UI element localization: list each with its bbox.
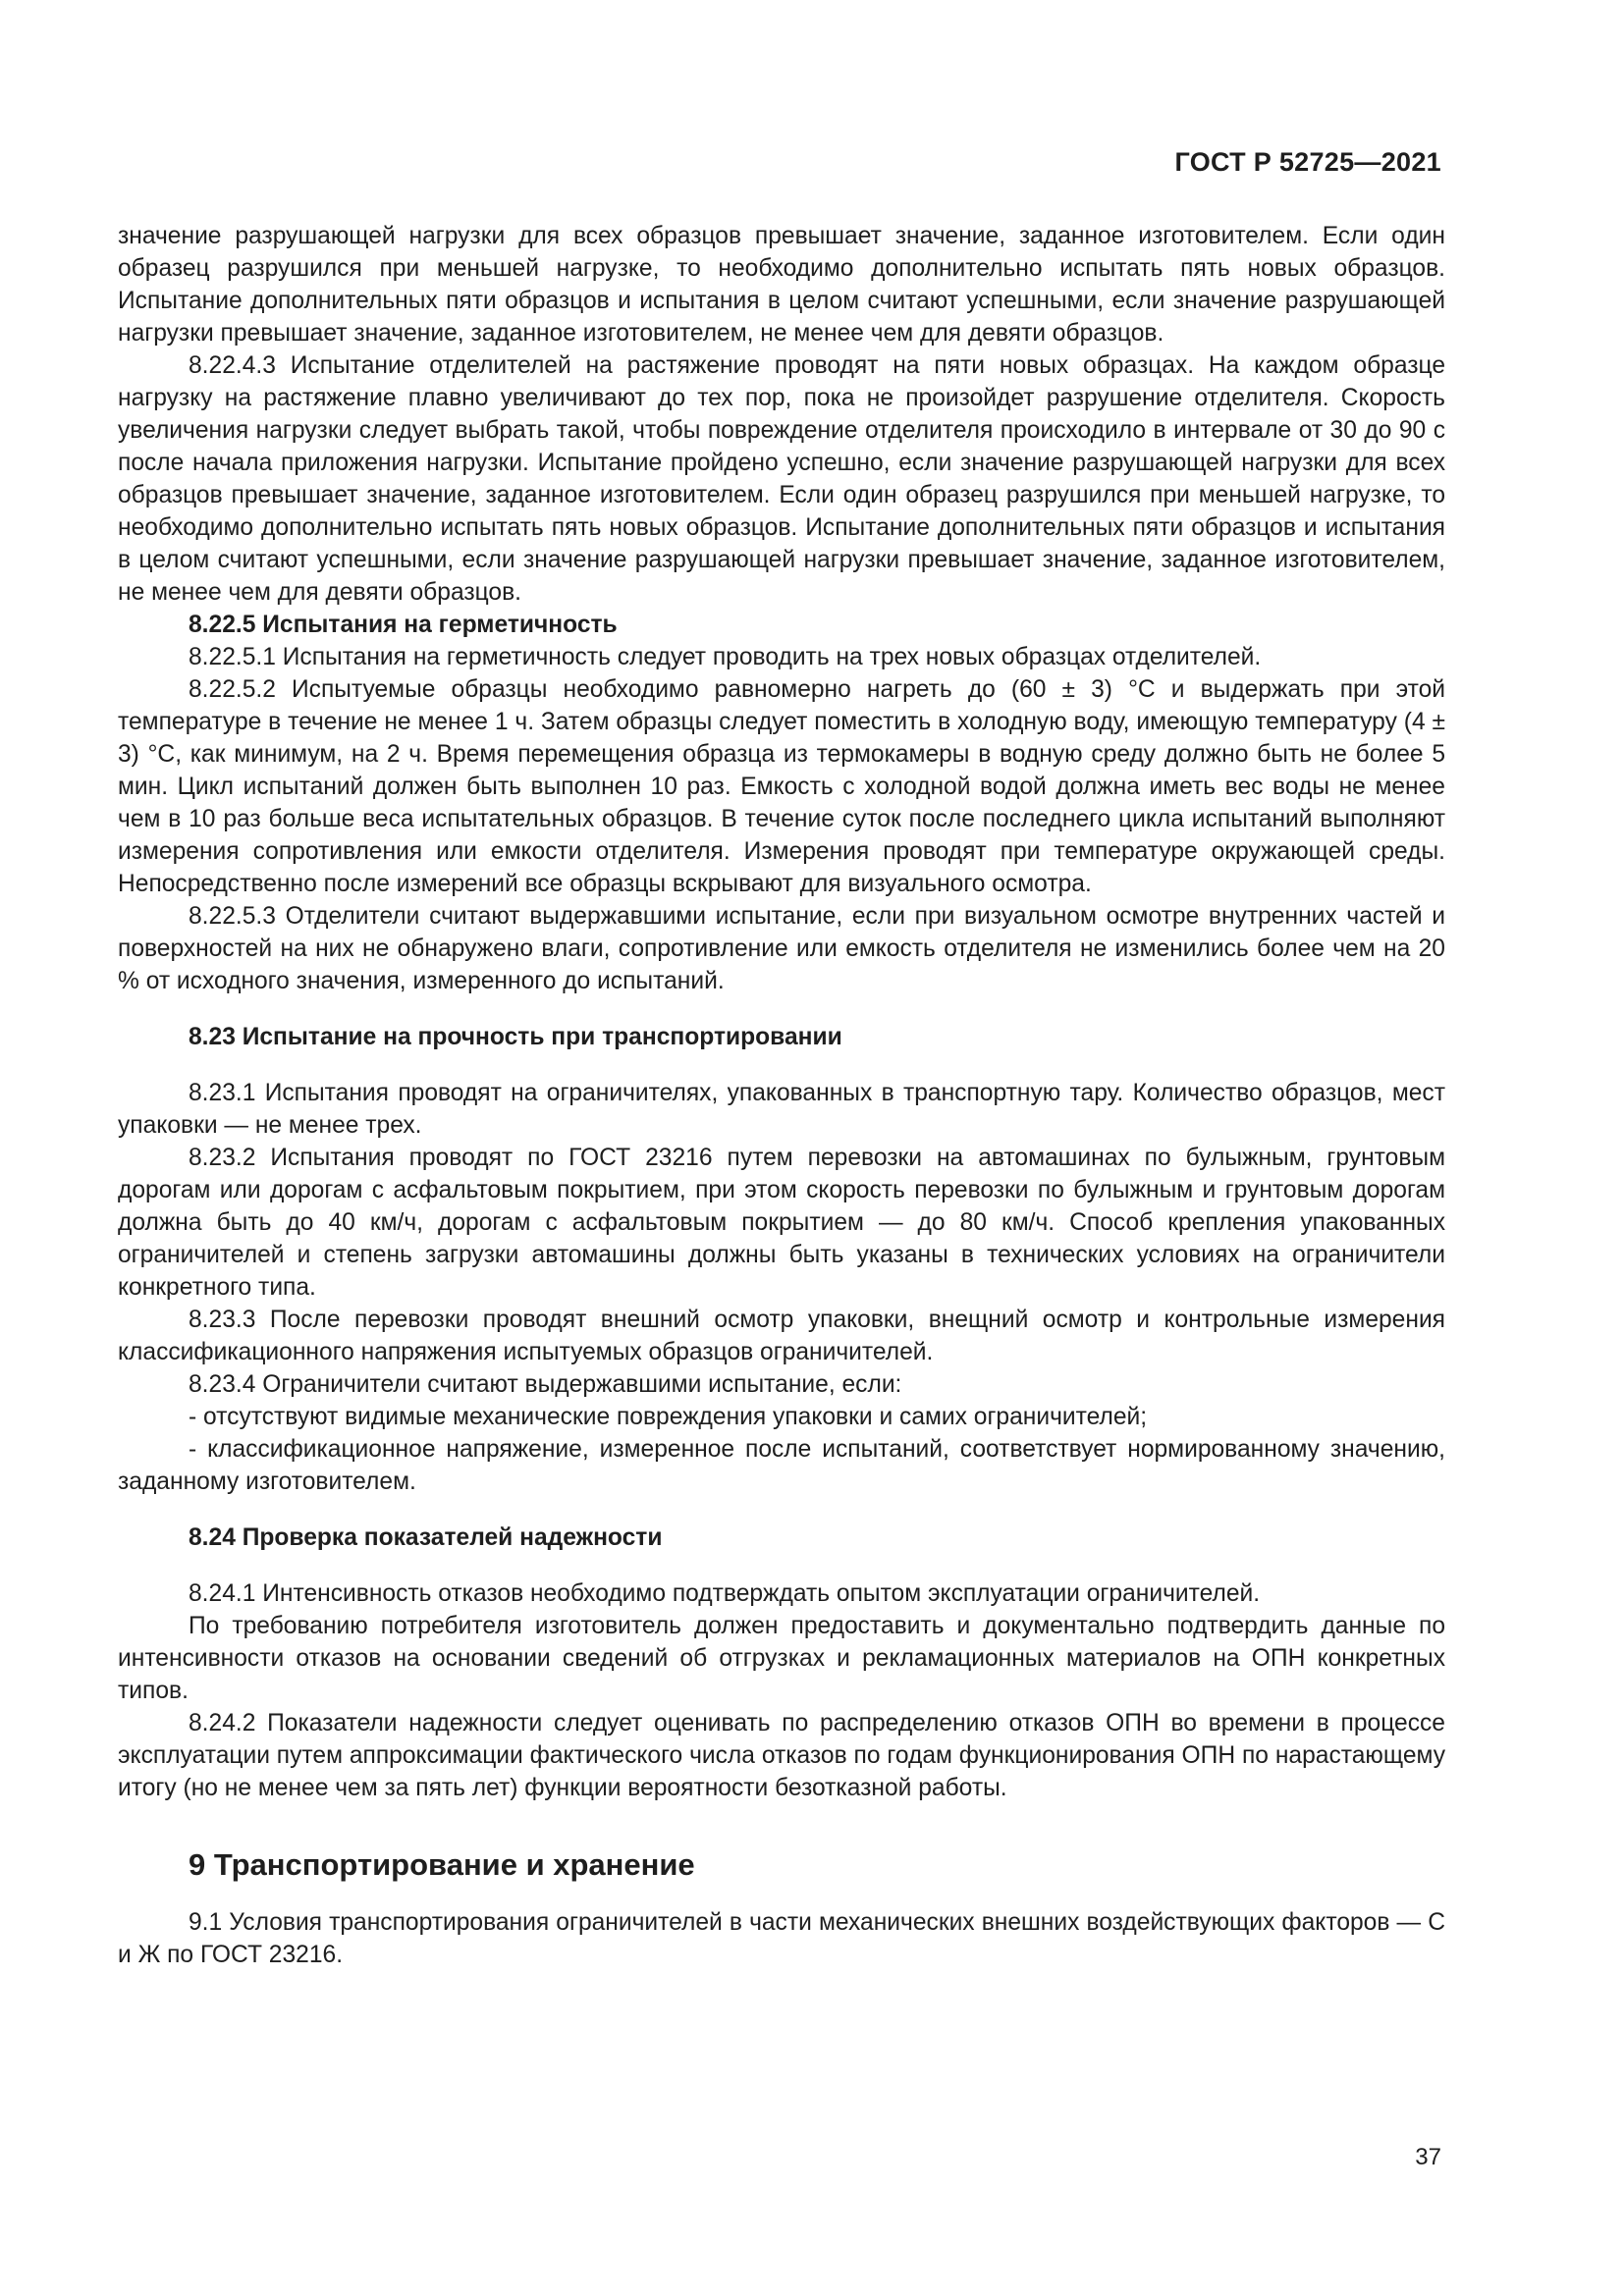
heading-8-23: 8.23 Испытание на прочность при транспортировании [189,1024,842,1050]
document-code: ГОСТ Р 52725—2021 [1174,147,1441,177]
page-number: 37 [1415,2144,1441,2170]
paragraph-8-22-5-3: 8.22.5.3 Отделители считают выдержавшими испытание, если при визуальном осмотре внутренних частей и поверхностей на них не обнаружено влаги, сопротивление или емкость отделителя не изменились более чем на 20 % от исходного значения, измеренного до испытаний. [118,903,1445,994]
paragraph-8-23-1: 8.23.1 Испытания проводят на ограничителях, упакованных в транспортную тару. Количество образцов, мест упаковки — не менее трех. [118,1080,1445,1139]
heading-section-9: 9 Транспортирование и хранение [189,1847,695,1882]
paragraph-8-24-1: 8.24.1 Интенсивность отказов необходимо подтверждать опытом эксплуатации ограничителей. [189,1580,1261,1607]
list-item: - классификационное напряжение, измеренное после испытаний, соответствует нормированному значению, заданному изготовителем. [118,1436,1445,1495]
paragraph-8-23-4: 8.23.4 Ограничители считают выдержавшими испытание, если: [189,1371,902,1398]
paragraph-8-24-1-cont: По требованию потребителя изготовитель должен предоставить и документально подтвердить данные по интенсивности отказов на основании сведений об отгрузках и рекламационных материалов на ОПН конкретных типов. [118,1613,1445,1704]
paragraph-continuation: значение разрушающей нагрузки для всех образцов превышает значение, заданное изготовителем. Если один образец разрушился при меньшей нагрузке, то необходимо дополнительно испытать пять новых образцов. Испытание дополнительных пяти образцов и испытания в целом считают успешными, если значение разрушающей нагрузки превышает значение, заданное изготовителем, не менее чем для девяти образцов. [118,223,1445,347]
paragraph-8-22-5-2: 8.22.5.2 Испытуемые образцы необходимо равномерно нагреть до (60 ± 3) °С и выдержать при этой температуре в течение не менее 1 ч. Затем образцы следует поместить в холодную воду, имеющую температуру (4 ± 3) °С, как минимум, на 2 ч. Время перемещения образца из термокамеры в водную среду должно быть не более 5 мин. Цикл испытаний должен быть выполнен 10 раз. Емкость с холодной водой должна иметь вес воды не менее чем в 10 раз больше веса испытательных образцов. В течение суток после последнего цикла испытаний выполняют измерения сопротивления или емкости отделителя. Измерения проводят при температуре окружающей среды. Непосредственно после измерений все образцы вскрывают для визуального осмотра. [118,676,1445,897]
paragraph-8-22-5-1: 8.22.5.1 Испытания на герметичность следует проводить на трех новых образцах отделителей. [189,644,1262,670]
list-item: - отсутствуют видимые механические повреждения упаковки и самих ограничителей; [189,1404,1148,1430]
paragraph-8-23-2: 8.23.2 Испытания проводят по ГОСТ 23216 путем перевозки на автомашинах по булыжным, грунтовым дорогам или дорогам с асфальтовым покрытием, при этом скорость перевозки по булыжным и грунтовым дорогам должна быть до 40 км/ч, дорогам с асфальтовым покрытием — до 80 км/ч. Способ крепления упакованных ограничителей и степень загрузки автомашины должны быть указаны в технических условиях на ограничители конкретного типа. [118,1145,1445,1301]
paragraph-8-22-4-3: 8.22.4.3 Испытание отделителей на растяжение проводят на пяти новых образцах. На каждом образце нагрузку на растяжение плавно увеличивают до тех пор, пока не произойдет разрушение отделителя. Скорость увеличения нагрузки следует выбрать такой, чтобы повреждение отделителя происходило в интервале от 30 до 90 с после начала приложения нагрузки. Испытание пройдено успешно, если значение разрушающей нагрузки для всех образцов превышает значение, заданное изготовителем. Если один образец разрушился при меньшей нагрузке, то необходимо дополнительно испытать пять новых образцов. Испытание дополнительных пяти образцов и испытания в целом считают успешными, если значение разрушающей нагрузки превышает значение, заданное изготовителем, не менее чем для девяти образцов. [118,352,1445,606]
paragraph-8-23-3: 8.23.3 После перевозки проводят внешний осмотр упаковки, внещний осмотр и контрольные измерения классификационного напряжения испытуемых образцов ограничителей. [118,1307,1445,1365]
heading-8-24: 8.24 Проверка показателей надежности [189,1524,663,1551]
paragraph-9-1: 9.1 Условия транспортирования ограничителей в части механических внешних воздействующих факторов — С и Ж по ГОСТ 23216. [118,1909,1445,1968]
heading-8-22-5: 8.22.5 Испытания на герметичность [189,612,618,638]
paragraph-8-24-2: 8.24.2 Показатели надежности следует оценивать по распределению отказов ОПН во времени в процессе эксплуатации путем аппроксимации фактического числа отказов по годам функционирования ОПН по нарастающему итогу (но не менее чем за пять лет) функции вероятности безотказной работы. [118,1710,1445,1801]
document-body [118,220,1445,1971]
